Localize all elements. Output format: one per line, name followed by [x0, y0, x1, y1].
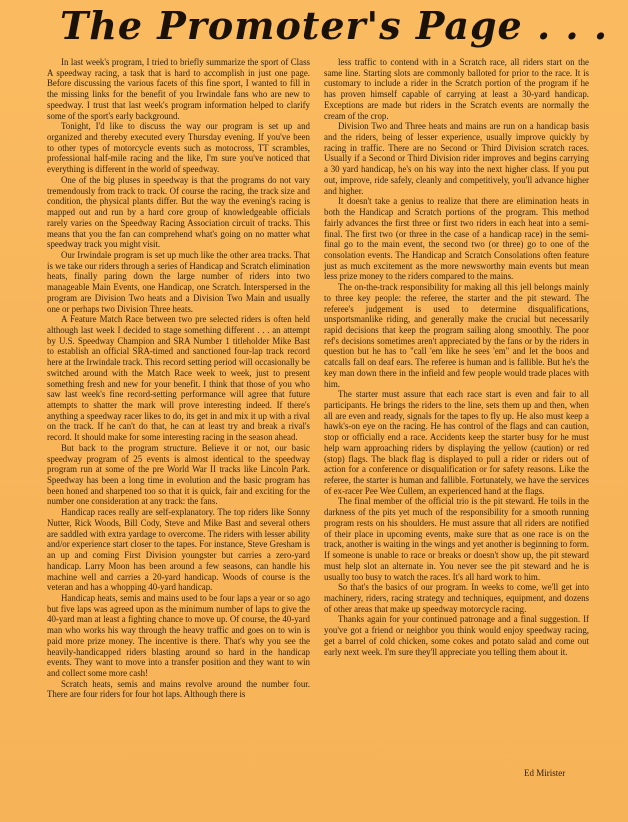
- paragraph: Scratch heats, semis and mains revolve around the number four. There are four riders for four hot laps. Although there is: [47, 678, 310, 700]
- paragraph: Division Two and Three heats and mains are run on a handicap basis and the riders, being of lesser experience, usually improve quickly by racing in traffic. There are no Second or Third Division scratch races. Usually if a Second or Third Division rider improves and begins carrying a 30 yard handicap, he's on his way into the next higher class. If you put out, improve, ride safely, cleanly and competitively, you'll advance higher and higher.: [324, 121, 589, 196]
- paragraph: less traffic to contend with in a Scratch race, all riders start on the same line. Starting slots are commonly balloted for prior to the race. It is customary to include a rider in the Scratch portion of the program if he has proven himself capable of carrying at least a 30-yard handicap. Exceptions are made but riders in the Scratch events are normally the cream of the crop.: [324, 57, 589, 121]
- paragraph: The on-the-track responsibility for making all this jell belongs mainly to three key people: the referee, the starter and the pit steward. The referee's judgement is used to determine disqualifications, unsportsmanlike riding, and generally make the crucial but necessarily rapid decisions that keep the program sailing along smoothly. The poor ref's decisions sometimes aren't appreciated by the fans or by the riders in question but he has to "call 'em like he sees 'em" and let the boos and catcalls fall on deaf ears. The referee is human and is fallible. But he's the key man down there in the infield and few people would trade places with him.: [324, 282, 589, 389]
- page-title: The Promoter's Page . . .: [60, 3, 609, 48]
- left-column: [47, 57, 310, 700]
- paragraph: Tonight, I'd like to discuss the way our program is set up and organized and thereby executed every Thursday evening. If you've been to other types of motorcycle events such as motocross, TT scrambles, professional half-mile racing and the like, I'm sure you've noticed that everything is different in the world of speedway.: [47, 121, 310, 175]
- paragraph: Our Irwindale program is set up much like the other area tracks. That is we take our riders through a series of Handicap and Scratch elimination heats, finally paring down the large number of riders into two manageable Main Events, one Handicap, one Scratch. Interspersed in the program are Division Two heats and a Division Two Main and usually one or perhaps two Division Three heats.: [47, 249, 310, 314]
- paragraph: A Feature Match Race between two pre selected riders is often held although last week I decided to stage something different . . . an attempt by U.S. Speedway Champion and SRA Number 1 titleholder Mike Bast to establish an official SRA-timed and sanctioned four-lap track record here at the Irwindale track. This record setting period will occasionally be switched around with the Match Race week to week, just to present something fresh and new for your benefit. I think that those of you who saw last week's fine record-setting performance will agree that future attempts to shatter the mark will prove interesting indeed. If there's anything a speedway racer likes to do, its get in and mix it up with a rival on the track. If he can't do that, he can at least try and break a rival's record. It should make for some interesting racing in the season ahead.: [47, 314, 310, 443]
- paragraph: Handicap races really are self-explanatory. The top riders like Sonny Nutter, Rick Woods, Bill Cody, Steve and Mike Bast and several others are saddled with extra yardage to overcome. The riders with lesser ability and/or experience start closer to the tapes. For instance, Steve Gresham is an up and coming First Division youngster but carries a zero-yard handicap. Larry Moon has been around a few seasons, can handle his machine well and carries a 20-yard handicap. Woods of course is the veteran and has a whopping 40-yard handicap.: [47, 507, 310, 593]
- paragraph: One of the big pluses in speedway is that the programs do not vary tremendously from track to track. Of course the racing, the track size and condition, the physical plants differ. But the way the evening's racing is mapped out and run by a hard core group of knowledgeable officials rarely varies on the Speedway Racing Association circuit of tracks. This means that you the fan can comprehend what's going on no matter what speedway track you might visit.: [47, 174, 310, 250]
- paragraph: So that's the basics of our program. In weeks to come, we'll get into machinery, riders, racing strategy and techniques, equipment, and dozens of other areas that make up speedway motorcycle racing.: [324, 582, 589, 614]
- paragraph: In last week's program, I tried to briefly summarize the sport of Class A speedway racing, a task that is hard to accomplish in just one page. Before discussing the various facets of this fine sport, I wanted to fill in the missing links for the benefit of you Irwindale fans who are new to speedway. I trust that last week's program information helped to clarify some of the sport's early background.: [47, 57, 310, 121]
- paragraph: It doesn't take a genius to realize that there are elimination heats in both the Handicap and Scratch portions of the program. This method fairly advances the first three or first two riders in each heat into a semi-final. The first two (or three in the case of a handicap race) in the semi-final go to the main event, the second two (or three) go to one of the consolation events. The Handicap and Scratch Consolations often feature just as much excitement as the more newsworthy main events but mean less prize money to the riders compared to the mains.: [324, 196, 589, 282]
- signature: Ed Mirister: [524, 768, 566, 778]
- paragraph: The starter must assure that each race start is even and fair to all participants. He brings the riders to the line, sets them up and then, when all are even and ready, signals for the tapes to fly up. He also must keep a hawk's-on eye on the racing. He has control of the flags and can caution, stop or officially end a race. Accidents keep the starter busy for he must help warn approaching riders by displaying the yellow (caution) or red (stop) flags. The black flag is displayed to pull a rider or riders out of action for a conference or disqualification or for safety reasons. Like the referee, the starter is human and fallible. Fortunately, we have the services of ex-racer Pee Wee Cullem, an experienced hand at the flags.: [324, 389, 589, 496]
- paragraph: Thanks again for your continued patronage and a final suggestion. If you've got a friend or neighbor you think would enjoy speedway racing, get a barrel of cold chicken, some cokes and potato salad and come out early next week. I'm sure they'll appreciate you telling them about it.: [324, 614, 589, 657]
- paragraph: Handicap heats, semis and mains used to be four laps a year or so ago but five laps was agreed upon as the minimum number of laps to give the 40-yard man at least a fighting chance to move up. Of course, the 40-yard man who works his way through the heavy traffic and goes on to win is paid more prize money. The incentive is there. That's why you see the heavily-handicapped riders blasting around so hard in the handicap events. They want to move into a transfer position and they want to win and collect some more cash!: [47, 592, 310, 678]
- paragraph: The final member of the official trio is the pit steward. He toils in the darkness of the pits yet much of the responsibility for a smooth running program rests on his shoulders. He must assure that all riders are notified of their place in upcoming events, make sure that as one race is on the track, another is waiting in the wings and yet another is beginning to form. If someone is unable to race or breaks or doesn't show up, the pit steward must help slot an alternate in. You never see the pit steward and he is usually too busy to watch the races. It's all hard work to him.: [324, 496, 589, 582]
- right-column: [324, 57, 589, 657]
- paragraph: But back to the program structure. Believe it or not, our basic speedway program of 25 events is almost identical to the speedway program run at some of the pre World War II tracks like Lincoln Park. Speedway has been a long time in evolution and the basic program has been honed and sharpened too so that it is quick, fair and exciting for the number one consideration at any track: the fans.: [47, 442, 310, 507]
